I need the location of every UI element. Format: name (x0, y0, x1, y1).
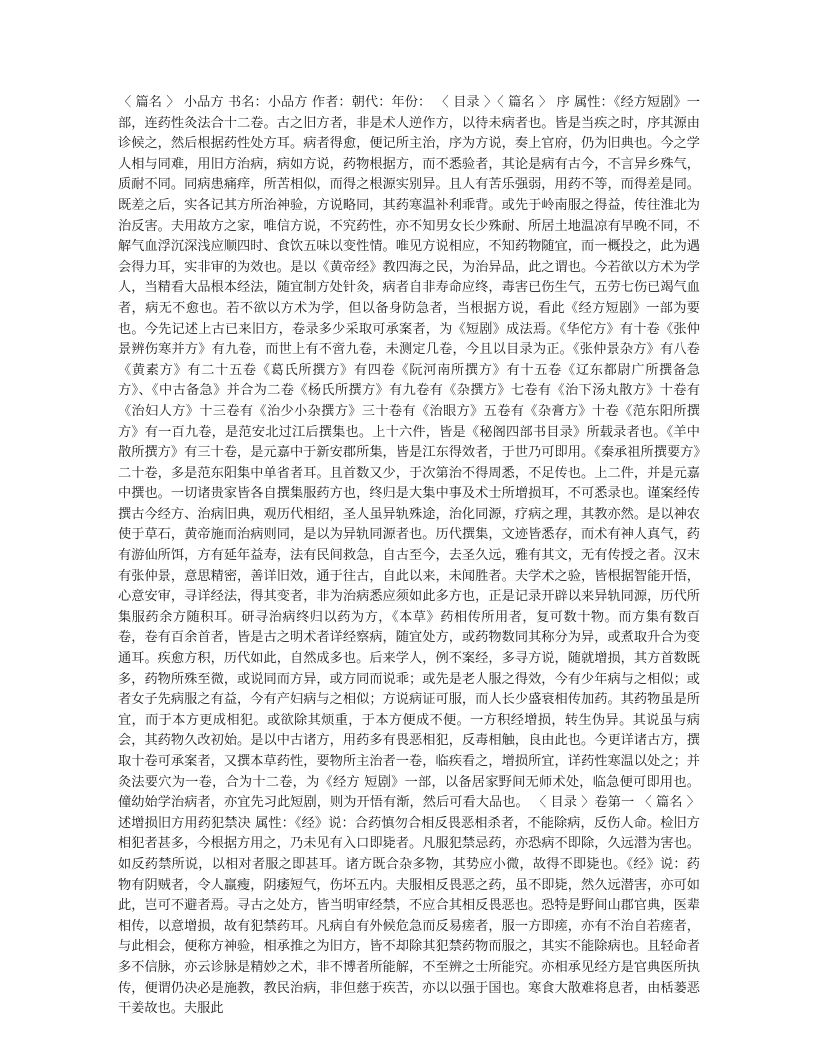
document-page (118, 93, 700, 1020)
document-body-text: 〈 篇名 〉 小品方 书名：小品方 作者：朝代：年份： 〈 目录 〉〈 篇名 〉 序 属性：《经方短剧》一部，连药性灸法合十二卷。古之旧方者，非是术人逆作方，以待未病者也。皆是当疾之时，序其源由诊候之，然后根据药性处方耳。病者得愈，便记所主治，序为方说，奏上官府，仍为旧典也。今之学人相与同难，用旧方治病，病如方说，药物根据方，而不悉验者，其论是病有古今，不言异乡殊气，质耐不同。同病患痛痒，所苦相似，而得之根源实别异。且人有苦乐强弱，用药不等，而得差是同。既差之后，实各记其方所治神验，方说略同，其药寒温补利乖背。或先于岭南服之得益，传往淮北为治反害。夫用故方之家，唯信方说，不究药性，亦不知男女长少殊耐、所居土地温凉有早晚不同，不解气血浮沉深浅应顺四时、食饮五味以变性情。唯见方说相应，不知药物随宜，而一概投之，此为遇会得力耳，实非审的为效也。是以《黄帝经》教四海之民，为治异品，此之谓也。今若欲以方术为学人，当精看大品根本经法，随宜制方处针灸，病者自非寿命应终，毒害已伤生气，五劳七伤已竭气血者，病无不愈也。若不欲以方术为学，但以备身防急者，当根据方说，看此《经方短剧》一部为要也。今先记述上古已来旧方，卷录多少采取可承案者，为《短剧》成法焉。《华佗方》有十卷《张仲景辨伤寒并方》有九卷，而世上有不啻九卷，未测定几卷，今且以目录为正。《张仲景杂方》有八卷《黄素方》有二十五卷《葛氏所撰方》有四卷《阮河南所撰方》有十五卷《辽东都尉广所撰备急方》、《中古备急》并合为二卷《杨氏所撰方》有九卷有《杂撰方》七卷有《治下汤丸散方》十卷有《治妇人方》十三卷有《治少小杂撰方》三十卷有《治眼方》五卷有《杂膏方》十卷《范东阳所撰方》有一百九卷，是范安北过江后撰集也。上十六件，皆是《秘阁四部书目录》所载录者也。《羊中散所撰方》有三十卷，是元嘉中于新安郡所集，皆是江东得效者，于世乃可即用。《秦承祖所撰要方》二十卷，多是范东阳集中单省者耳。且首数又少，于次第治不得周悉，不足传也。上二件，并是元嘉中撰也。一切诸贵家皆各自撰集服药方也，终归是大集中事及术士所增损耳，不可悉录也。谨案经传撰古今经方、治病旧典，观历代相绍，圣人虽异轨殊途，治化同源，疗病之理，其教亦然。是以神农使于草石，黄帝施而治病则同，是以为异轨同源者也。历代撰集，文迹皆悉存，而术有神人真气，药有游仙所饵，方有延年益寿，法有民间救急，自古至今，去圣久远，雅有其文，无有传授之者。汉末有张仲景，意思精密，善详旧效，通于往古，自此以来，未闻胜者。夫学术之验，皆根据智能开悟，心意安审，寻详经法，得其变者，非为治病悉应须如此多方也，正是记录开辟以来异轨同源，历代所集服药余方随积耳。研寻治病终归以药为方，《本草》药相传所用者，复可数十物。而方集有数百卷，卷有百余首者，皆是古之明术者详经察病，随宜处方，或药物数同其称分为异，或煮取升合为变通耳。疾愈方积，历代如此，自然成多也。后来学人，例不案经，多寻方说，随就增损，其方首数既多，药物所殊至微，或说同而方异，或方同而说乖；或先是老人服之得效，今有少年病与之相似；或者女子先病服之有益，今有产妇病与之相似；方说病证可服，而人长少盛衰相传加药。其药物虽是所宜，而于本方更成相犯。或欲除其烦重，于本方便成不便。一方积经增损，转生伪异。其说虽与病会，其药物久改初始。是以中古诸方，用药多有畏恶相犯，反毒相触，良由此也。今更详诸古方，撰取十卷可承案者，又撰本草药性，要物所主治者一卷，临疾看之，增损所宜，详药性寒温以处之；并灸法要穴为一卷，合为十二卷，为《经方 短剧》一部，以备居家野间无师术处，临急便可即用也。僮幼始学治病者，亦宜先习此短剧，则为开悟有渐，然后可看大品也。 〈 目录 〉卷第一 〈 篇名 〉 述增损旧方用药犯禁决 属性：《经》说：合药慎勿合相反畏恶相杀者，不能除病，反伤人命。检旧方相犯者甚多，今根据方用之，乃未见有入口即毙者。凡服犯禁忌药，亦恐病不即除，久远潜为害也。如反药禁所说，以相对者服之即甚耳。诸方既合杂多物，其势应小微，故得不即毙也。《经》说：药物有阴贼者，令人羸瘦，阴痿短气，伤坏五内。夫服相反畏恶之药，虽不即毙，然久远潜害，亦可如此，岂可不避者焉。寻古之处方，皆当明审经禁，不应合其相反畏恶也。恐特是野间山郡官典，医辈相传，以意增损，故有犯禁药耳。凡病自有外候危急而反易瘥者，服一方即瘥，亦有不治自若瘥者，与此相会，便称方神验，相承推之为旧方，皆不却除其犯禁药物而服之，其实不能除病也。且轻命者多不信脉，亦云诊脉是精妙之术，非不博者所能解，不至辨之士所能究。亦相承见经方是官典医所执传，便谓仍决必是施教，教民治病，非但慈于疾苦，亦以以强于国也。寒食大散难将息者，由栝蒌恶干姜故也。夫服此 (118, 95, 700, 1017)
